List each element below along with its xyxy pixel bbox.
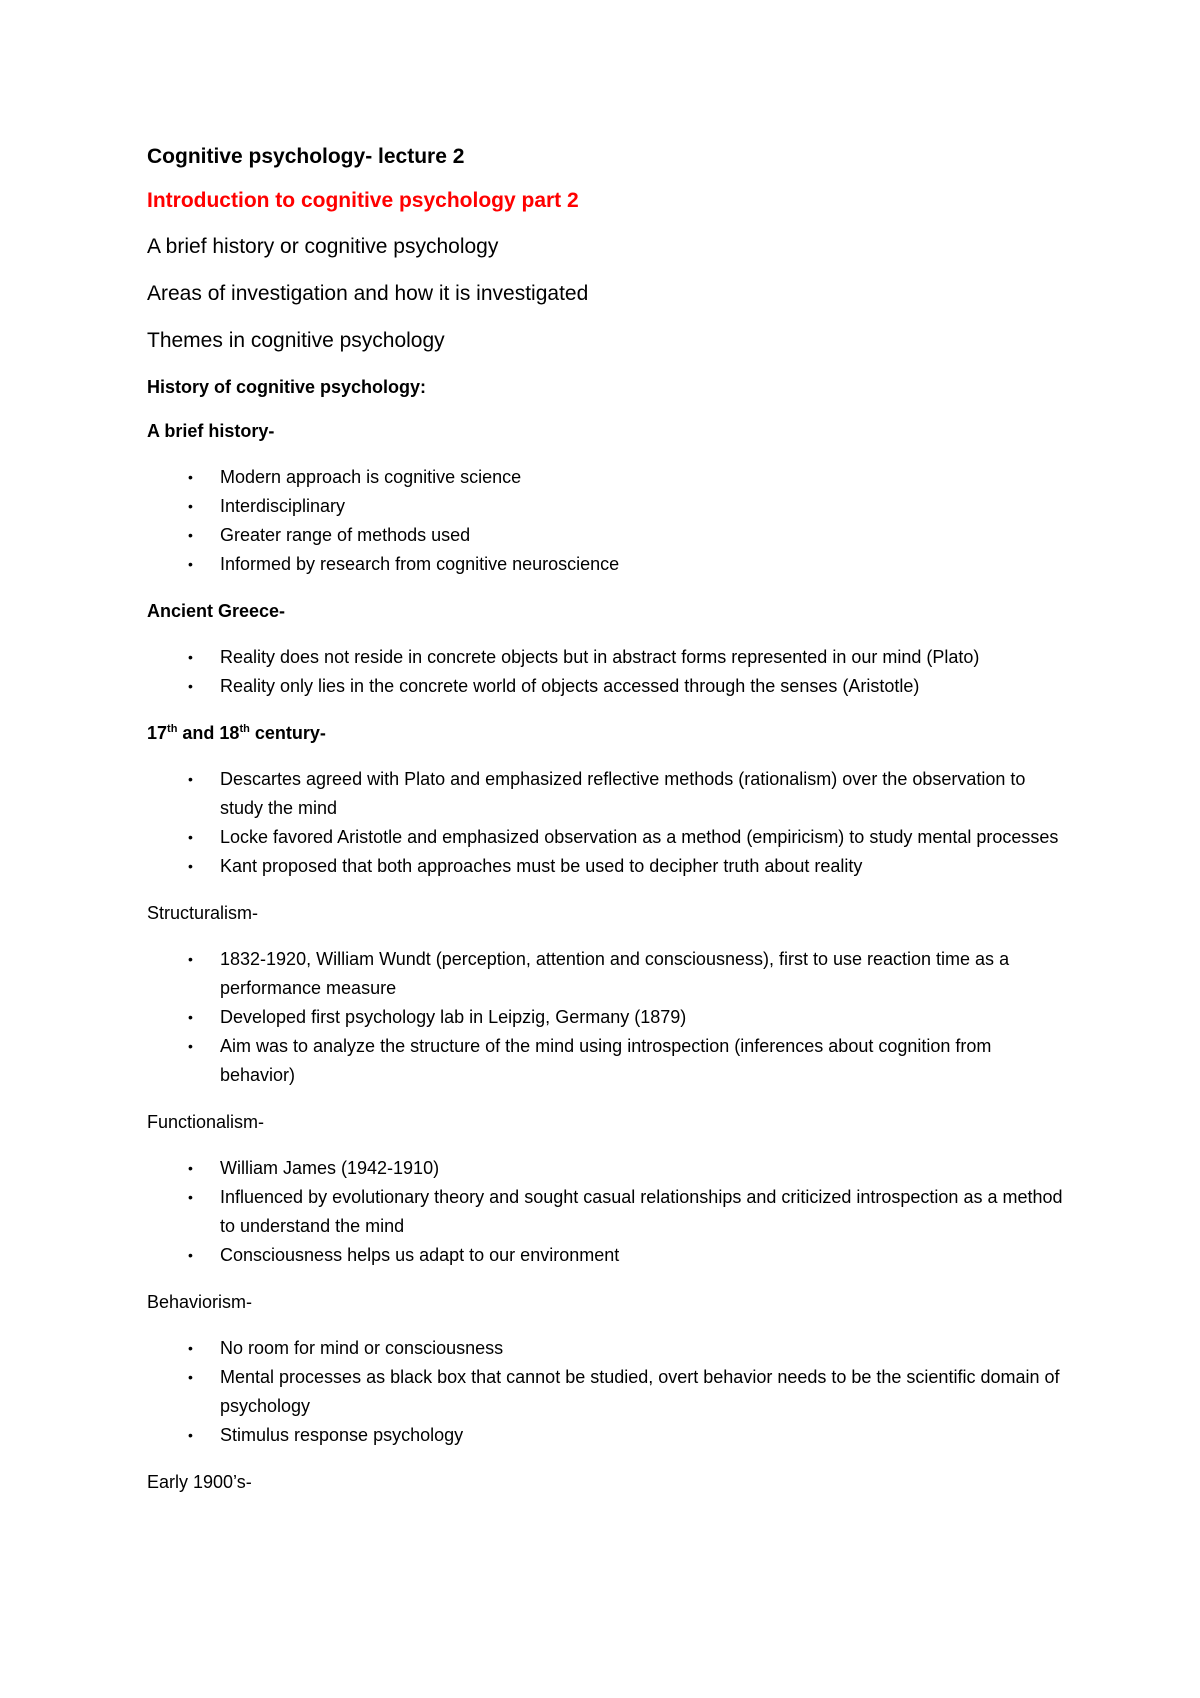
- list-item: [147, 945, 1067, 1003]
- bullet-icon: •: [188, 678, 193, 694]
- section-heading-structuralism: Structuralism-: [147, 903, 259, 923]
- list-item: [147, 1241, 1067, 1270]
- bullet-list-century: [147, 765, 1067, 881]
- bullet-icon: •: [188, 858, 193, 874]
- list-item-text: No room for mind or consciousness: [220, 1338, 504, 1358]
- heading-text: century-: [249, 723, 326, 743]
- bullet-icon: •: [188, 649, 193, 665]
- bullet-list-behaviorism: [147, 1334, 1067, 1450]
- bullet-icon: •: [188, 1369, 193, 1385]
- heading-text: 17: [147, 723, 168, 743]
- list-item: [147, 463, 1067, 492]
- bullet-icon: •: [188, 527, 193, 543]
- document-title: Cognitive psychology- lecture 2: [147, 145, 465, 168]
- list-item: [147, 521, 1067, 550]
- list-item: [147, 823, 1067, 852]
- topic-line: Themes in cognitive psychology: [147, 329, 445, 352]
- list-item-text: Kant proposed that both approaches must be used to decipher truth about reality: [220, 856, 863, 876]
- bullet-list-structuralism: [147, 945, 1067, 1090]
- bullet-icon: •: [188, 1038, 193, 1054]
- history-heading: History of cognitive psychology:: [147, 377, 427, 397]
- list-item: [147, 1032, 1067, 1090]
- list-item-text: Consciousness helps us adapt to our environment: [220, 1245, 620, 1265]
- list-item: [147, 1154, 1067, 1183]
- bullet-icon: •: [188, 829, 193, 845]
- bullet-icon: •: [188, 1247, 193, 1263]
- list-item-text: Locke favored Aristotle and emphasized observation as a method (empiricism) to study mental processes: [220, 827, 1059, 847]
- list-item-text: Mental processes as black box that cannot be studied, overt behavior needs to be the scientific domain of psychology: [220, 1367, 1060, 1416]
- heading-text: and 18: [177, 723, 240, 743]
- list-item-text: Modern approach is cognitive science: [220, 467, 522, 487]
- section-heading-early-1900s: Early 1900’s-: [147, 1472, 252, 1492]
- list-item-text: Reality only lies in the concrete world of objects accessed through the senses (Aristotle): [220, 676, 920, 696]
- list-item: [147, 492, 1067, 521]
- topic-line: A brief history or cognitive psychology: [147, 235, 499, 258]
- section-heading-functionalism: Functionalism-: [147, 1112, 265, 1132]
- list-item: [147, 1183, 1067, 1241]
- bullet-list-functionalism: [147, 1154, 1067, 1270]
- list-item-text: Greater range of methods used: [220, 525, 471, 545]
- list-item-text: William James (1942-1910): [220, 1158, 440, 1178]
- list-item-text: Aim was to analyze the structure of the mind using introspection (inferences about cognition from behavior): [220, 1036, 992, 1085]
- section-heading-behaviorism: Behaviorism-: [147, 1292, 253, 1312]
- document-subtitle: Introduction to cognitive psychology part 2: [147, 189, 579, 212]
- bullet-icon: •: [188, 1427, 193, 1443]
- list-item-text: Descartes agreed with Plato and emphasized reflective methods (rationalism) over the observation to study the mind: [220, 769, 1026, 818]
- list-item-text: Influenced by evolutionary theory and sought casual relationships and criticized introspection as a method to understand the mind: [220, 1187, 1063, 1236]
- list-item: [147, 550, 1067, 579]
- section-heading-century: [147, 721, 1067, 745]
- document-content: [147, 144, 1067, 1494]
- bullet-icon: •: [188, 1160, 193, 1176]
- bullet-icon: •: [188, 556, 193, 572]
- bullet-icon: •: [188, 1340, 193, 1356]
- bullet-icon: •: [188, 1189, 193, 1205]
- list-item-text: Interdisciplinary: [220, 496, 346, 516]
- list-item-text: Stimulus response psychology: [220, 1425, 464, 1445]
- list-item: [147, 1421, 1067, 1450]
- topic-line: Areas of investigation and how it is investigated: [147, 282, 589, 305]
- list-item-text: Reality does not reside in concrete objects but in abstract forms represented in our mind (Plato): [220, 647, 980, 667]
- bullet-icon: •: [188, 951, 193, 967]
- bullet-icon: •: [188, 1009, 193, 1025]
- superscript: th: [239, 723, 250, 735]
- bullet-icon: •: [188, 469, 193, 485]
- list-item-text: 1832-1920, William Wundt (perception, attention and consciousness), first to use reaction time as a performance measure: [220, 949, 1010, 998]
- bullet-icon: •: [188, 498, 193, 514]
- bullet-icon: •: [188, 771, 193, 787]
- section-heading-ancient-greece: Ancient Greece-: [147, 601, 286, 621]
- section-heading-brief-history: A brief history-: [147, 421, 275, 441]
- list-item: [147, 1363, 1067, 1421]
- list-item: [147, 1334, 1067, 1363]
- list-item-text: Informed by research from cognitive neuroscience: [220, 554, 620, 574]
- superscript: th: [167, 723, 178, 735]
- bullet-list-ancient-greece: [147, 643, 1067, 701]
- list-item: [147, 643, 1067, 672]
- list-item-text: Developed first psychology lab in Leipzig, Germany (1879): [220, 1007, 687, 1027]
- list-item: [147, 672, 1067, 701]
- list-item: [147, 1003, 1067, 1032]
- bullet-list-brief-history: [147, 463, 1067, 579]
- list-item: [147, 765, 1067, 823]
- list-item: [147, 852, 1067, 881]
